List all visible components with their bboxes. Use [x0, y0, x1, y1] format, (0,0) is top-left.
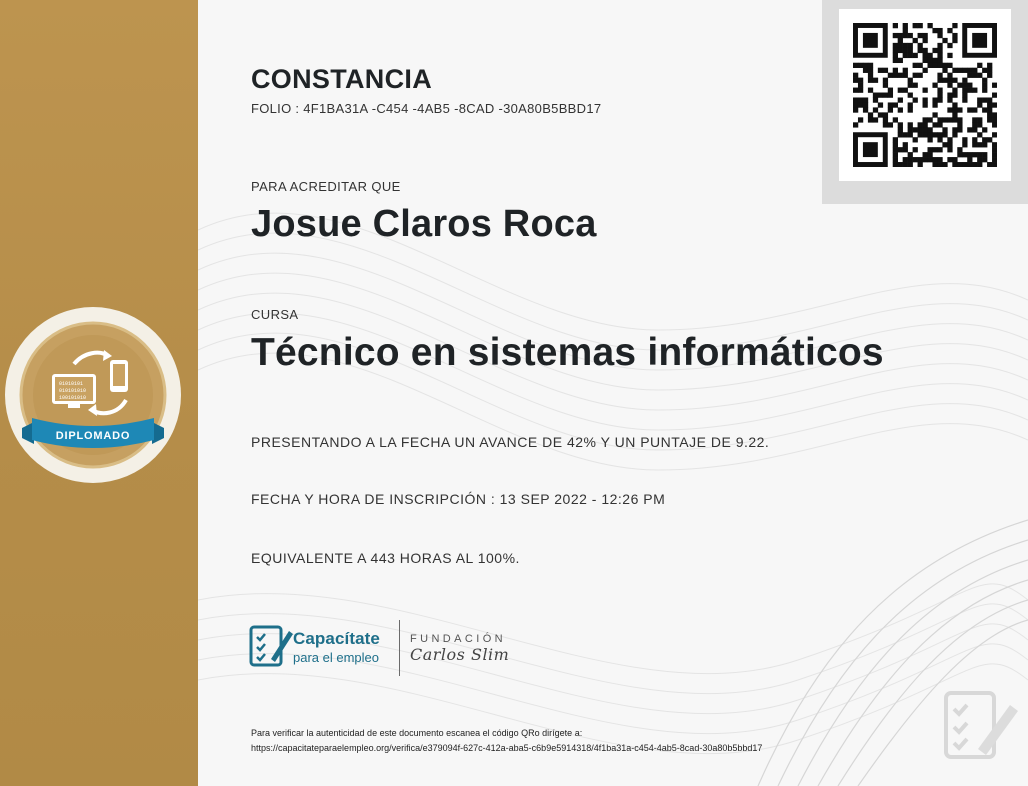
foundation-name: Carlos Slim	[410, 645, 510, 664]
foundation-label: FUNDACIÓN	[410, 633, 506, 645]
checklist-pen-icon	[251, 627, 293, 665]
hours-equivalent: EQUIVALENTE A 443 HORAS AL 100%.	[251, 550, 520, 566]
capacitate-brand: Capacítate	[293, 629, 380, 648]
enrollment-date: FECHA Y HORA DE INSCRIPCIÓN : 13 SEP 2022 - 12:26 PM	[251, 491, 666, 507]
badge-ribbon-label: DIPLOMADO	[55, 430, 131, 442]
accredit-label: PARA ACREDITAR QUE	[251, 179, 401, 194]
capacitate-tagline: para el empleo	[293, 650, 379, 665]
verification-url[interactable]: https://capacitateparaelempleo.org/verifica/e379094f-627c-412a-aba5-c6b9e5914318/4f1ba31a-c454-4ab5-8cad-30a80b5bbd17	[251, 743, 763, 753]
binary-line-3: 100101010	[59, 395, 87, 401]
diplomado-badge	[4, 306, 182, 484]
folio-number: FOLIO : 4F1BA31A -C454 -4AB5 -8CAD -30A80B5BBD17	[251, 101, 602, 116]
binary-line-1: 01010101	[59, 381, 84, 387]
certificate-title: CONSTANCIA	[251, 64, 432, 94]
progress-statement: PRESENTANDO A LA FECHA UN AVANCE DE 42% Y UN PUNTAJE DE 9.22.	[251, 434, 770, 450]
checklist-watermark-icon	[938, 683, 1022, 767]
student-name: Josue Claros Roca	[251, 203, 597, 245]
verification-text: Para verificar la autenticidad de este documento escanea el código QRo dirígete a:	[251, 728, 583, 738]
logo-divider	[399, 620, 400, 676]
course-label: CURSA	[251, 307, 299, 322]
qr-code-icon	[853, 23, 997, 167]
qr-panel	[839, 9, 1011, 181]
course-name: Técnico en sistemas informáticos	[251, 331, 884, 374]
qr-frame	[822, 0, 1028, 204]
binary-line-2: 010101010	[59, 388, 87, 394]
